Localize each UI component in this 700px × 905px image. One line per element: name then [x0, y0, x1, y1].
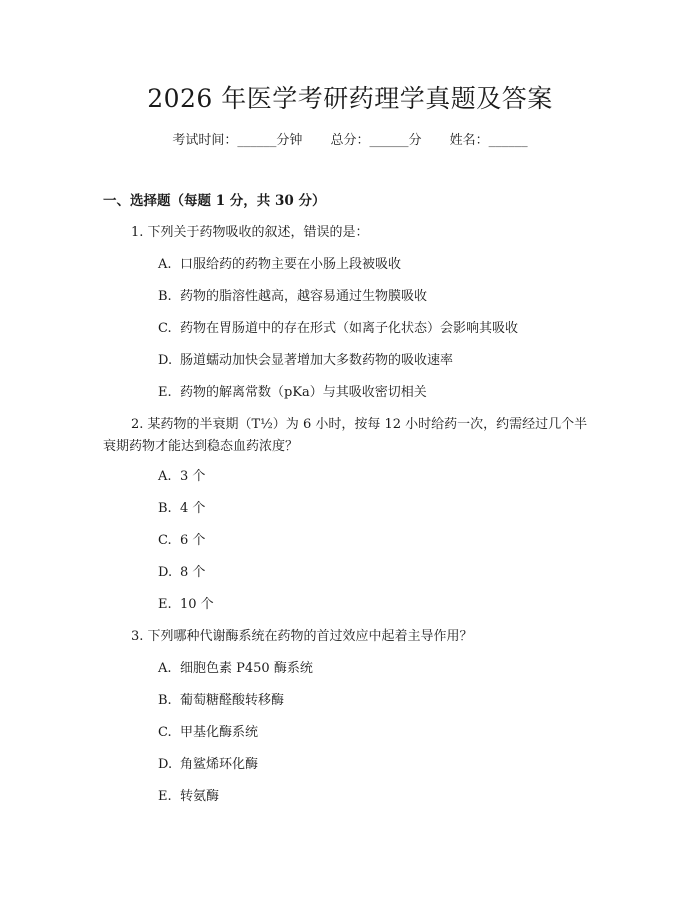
- question-3-option-a: [158, 659, 313, 679]
- section-heading: 一、选择题（每题 1 分，共 30 分）: [103, 193, 326, 209]
- question-2-option-e: [158, 595, 214, 615]
- question-3-option-e: [158, 787, 219, 807]
- question-3-stem: 3. 下列哪种代谢酶系统在药物的首过效应中起着主导作用？: [131, 629, 473, 644]
- option-letter: E.: [158, 385, 172, 400]
- option-text: 8 个: [180, 565, 206, 580]
- option-letter: B.: [158, 501, 172, 516]
- question-2-stem-line-1: 2. 某药物的半衰期（T½）为 6 小时，按每 12 小时给药一次，约需经过几个半: [131, 417, 588, 432]
- option-letter: A.: [158, 257, 172, 272]
- question-1-option-d: [158, 351, 453, 371]
- question-2-option-b: [158, 499, 205, 519]
- option-letter: D.: [158, 565, 173, 580]
- question-3-option-b: [158, 691, 284, 711]
- option-letter: C.: [158, 725, 172, 740]
- question-2-option-c: [158, 531, 205, 551]
- option-letter: C.: [158, 533, 172, 548]
- page-title: 2026 年医学考研药理学真题及答案: [147, 84, 553, 113]
- option-letter: D.: [158, 757, 173, 772]
- option-text: 4 个: [180, 501, 206, 516]
- option-letter: A.: [158, 469, 172, 484]
- exam-time-field: 考试时间：______分钟: [172, 133, 303, 148]
- option-letter: D.: [158, 353, 173, 368]
- question-3-option-d: [158, 755, 258, 775]
- question-3-option-c: [158, 723, 258, 743]
- option-text: 转氨酶: [180, 789, 220, 804]
- option-text: 药物在胃肠道中的存在形式（如离子化状态）会影响其吸收: [180, 321, 519, 336]
- option-letter: B.: [158, 289, 172, 304]
- option-letter: A.: [158, 661, 172, 676]
- option-text: 甲基化酶系统: [180, 725, 259, 740]
- question-1-option-b: [158, 287, 427, 307]
- option-letter: E.: [158, 597, 172, 612]
- option-text: 10 个: [180, 597, 214, 612]
- option-text: 3 个: [180, 469, 206, 484]
- option-letter: E.: [158, 789, 172, 804]
- option-text: 肠道蠕动加快会显著增加大多数药物的吸收速率: [180, 353, 454, 368]
- option-text: 药物的脂溶性越高，越容易通过生物膜吸收: [180, 289, 428, 304]
- total-score-field: 总分：______分: [330, 133, 422, 148]
- option-letter: B.: [158, 693, 172, 708]
- question-1-option-e: [158, 383, 427, 403]
- question-1-option-c: [158, 319, 518, 339]
- question-1-option-a: [158, 255, 401, 275]
- question-2-stem-line-2: 衰期药物才能达到稳态血药浓度？: [103, 439, 299, 454]
- question-1-stem: 1. 下列关于药物吸收的叙述，错误的是：: [131, 225, 369, 240]
- question-2-option-d: [158, 563, 205, 583]
- name-field: 姓名：______: [449, 133, 528, 148]
- question-2-option-a: [158, 467, 205, 487]
- exam-meta: [0, 131, 700, 151]
- option-text: 药物的解离常数（pKa）与其吸收密切相关: [180, 385, 427, 400]
- option-text: 细胞色素 P450 酶系统: [180, 661, 313, 676]
- option-text: 葡萄糖醛酸转移酶: [180, 693, 285, 708]
- option-letter: C.: [158, 321, 172, 336]
- option-text: 角鲨烯环化酶: [180, 757, 259, 772]
- option-text: 口服给药的药物主要在小肠上段被吸收: [180, 257, 402, 272]
- option-text: 6 个: [180, 533, 206, 548]
